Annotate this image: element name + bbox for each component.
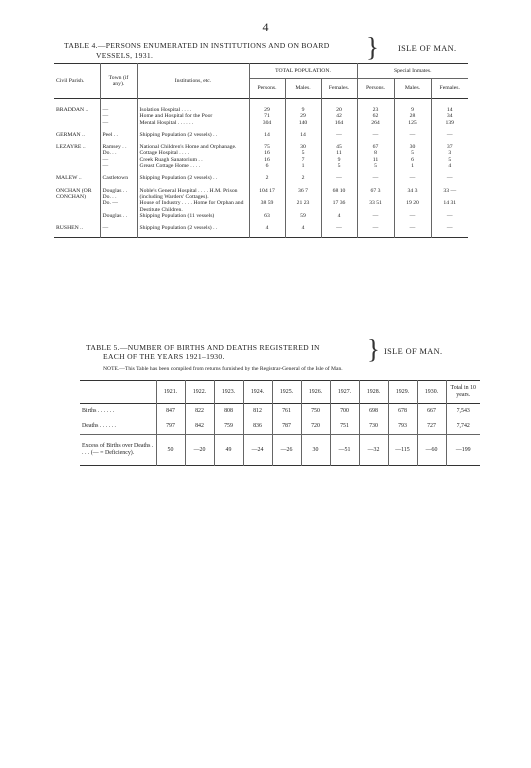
value-cell: 727 <box>417 419 446 435</box>
value-cell: —20 <box>185 435 214 466</box>
header-persons: Persons. <box>357 79 394 99</box>
cell-tf: 42 <box>321 113 357 119</box>
cell-tp: 104 17 <box>249 182 285 201</box>
cell-tf: 45 <box>321 138 357 150</box>
cell-tp: 63 <box>249 213 285 219</box>
cell-sm: 6 <box>394 157 431 163</box>
cell-sf: 33 — <box>431 182 468 201</box>
cell-sp: — <box>357 169 394 181</box>
cell-town: — <box>100 157 137 163</box>
cell-tf: 4 <box>321 213 357 219</box>
value-cell: 842 <box>185 419 214 435</box>
row-label: Births . . . . . . <box>82 408 115 414</box>
cell-tf: 164 <box>321 120 357 126</box>
cell-tp: 16 <box>249 150 285 156</box>
cell-town: — <box>100 120 137 126</box>
cell-parish: ONCHAN (OR CONCHAN) <box>56 187 92 200</box>
cell-tf: 17 36 <box>321 200 357 213</box>
value-cell: 797 <box>156 419 185 435</box>
cell-tp: 71 <box>249 113 285 119</box>
cell-town: Ramsey . . <box>100 138 137 150</box>
table-row <box>54 169 468 181</box>
header-females: Females. <box>431 79 468 99</box>
cell-sf: 34 <box>431 113 468 119</box>
cell-inst: Shipping Population (2 vessels) . . <box>137 219 249 231</box>
brace-icon: } <box>366 32 379 62</box>
total-cell: —199 <box>446 435 480 466</box>
value-cell: 787 <box>272 419 301 435</box>
cell-sm: 9 <box>394 99 431 114</box>
header-females: Females. <box>321 79 357 99</box>
cell-sp: 11 <box>357 157 394 163</box>
total-cell: 7,742 <box>446 419 480 435</box>
cell-sf: — <box>431 219 468 231</box>
year-header: 1925. <box>272 381 301 404</box>
year-header: 1921. <box>156 381 185 404</box>
value-cell: 793 <box>388 419 417 435</box>
cell-sp: — <box>357 126 394 138</box>
cell-sp: 67 <box>357 138 394 150</box>
cell-sp: 264 <box>357 120 394 126</box>
table4-title-line1: TABLE 4.—PERSONS ENUMERATED IN INSTITUTIONS AND ON BOARD <box>64 41 330 50</box>
cell-inst: Creek Ruagh Sanatorium . . <box>137 157 249 163</box>
table5-title-line1: TABLE 5.—NUMBER OF BIRTHS AND DEATHS REGISTERED IN <box>86 343 320 352</box>
cell-sf: 37 <box>431 138 468 150</box>
cell-tp: 16 <box>249 157 285 163</box>
cell-tf: — <box>321 126 357 138</box>
cell-tf: — <box>321 219 357 231</box>
total-cell: 7,543 <box>446 404 480 420</box>
cell-tp: 304 <box>249 120 285 126</box>
cell-parish: RUSHEN .. <box>56 225 84 232</box>
header-civil-parish: Civil Parish. <box>56 77 85 84</box>
cell-tp: 75 <box>249 138 285 150</box>
cell-tm: 4 <box>285 219 321 231</box>
cell-town: Douglas . . <box>100 213 137 219</box>
cell-inst: Shipping Population (11 vessels) <box>137 213 249 219</box>
year-header: 1926. <box>301 381 330 404</box>
value-cell: 700 <box>330 404 359 420</box>
cell-sm: 1 <box>394 163 431 169</box>
header-males: Males. <box>394 79 431 99</box>
table4-title-line2: VESSELS, 1931. <box>96 51 154 60</box>
cell-sf: 3 <box>431 150 468 156</box>
cell-sm: 30 <box>394 138 431 150</box>
table4-region: ISLE OF MAN. <box>398 44 457 53</box>
cell-town: — <box>100 163 137 169</box>
cell-sp: 8 <box>357 150 394 156</box>
table5-corner <box>80 381 156 404</box>
cell-tm: 9 <box>285 99 321 114</box>
table5-region: ISLE OF MAN. <box>384 347 443 356</box>
cell-tm: 5 <box>285 150 321 156</box>
table-row <box>54 99 468 114</box>
page-number: 4 <box>262 20 269 34</box>
cell-town: Douglas . . Do. . . <box>100 182 137 201</box>
year-header: 1922. <box>185 381 214 404</box>
cell-town: Do. . . <box>100 150 137 156</box>
year-header: 1929. <box>388 381 417 404</box>
table-row <box>80 404 480 420</box>
cell-sf: — <box>431 213 468 219</box>
cell-sm: 19 20 <box>394 200 431 213</box>
row-label: Deaths . . . . . . <box>82 423 117 429</box>
cell-sm: — <box>394 213 431 219</box>
cell-tf: — <box>321 169 357 181</box>
value-cell: 50 <box>156 435 185 466</box>
table-row <box>54 200 468 213</box>
header-special-inmates: Special Inmates. <box>357 64 468 79</box>
row-label: Excess of Births over Deaths . . . . (— = Deficiency). <box>82 443 154 456</box>
value-cell: 822 <box>185 404 214 420</box>
table-row <box>80 435 480 466</box>
header-persons: Persons. <box>249 79 285 99</box>
value-cell: 30 <box>301 435 330 466</box>
cell-parish: MALEW .. <box>56 175 82 182</box>
year-header: 1930. <box>417 381 446 404</box>
header-males: Males. <box>285 79 321 99</box>
value-cell: —51 <box>330 435 359 466</box>
cell-inst: National Children's Home and Orphanage. <box>137 138 249 150</box>
cell-parish: GERMAN .. <box>56 131 85 138</box>
cell-town: Peel . . <box>100 126 137 138</box>
table-row <box>54 126 468 138</box>
cell-tm: 21 23 <box>285 200 321 213</box>
year-header: 1923. <box>214 381 243 404</box>
cell-tp: 38 59 <box>249 200 285 213</box>
cell-sp: — <box>357 213 394 219</box>
cell-inst: Noble's General Hospital . . . . H.M. Prison (including Warders' Cottages). <box>137 182 249 201</box>
cell-town: — <box>100 113 137 119</box>
cell-tm: 2 <box>285 169 321 181</box>
cell-tm: 14 <box>285 126 321 138</box>
cell-sf: 14 31 <box>431 200 468 213</box>
table-row <box>54 219 468 231</box>
value-cell: 759 <box>214 419 243 435</box>
value-cell: 49 <box>214 435 243 466</box>
header-institutions: Institutions, etc. <box>137 64 249 99</box>
value-cell: —26 <box>272 435 301 466</box>
cell-inst: Greast Cottage Home . . . . <box>137 163 249 169</box>
table4 <box>54 63 468 238</box>
cell-tp: 14 <box>249 126 285 138</box>
cell-tm: 36 7 <box>285 182 321 201</box>
cell-sf: 5 <box>431 157 468 163</box>
cell-sm: — <box>394 169 431 181</box>
cell-tm: 1 <box>285 163 321 169</box>
value-cell: 847 <box>156 404 185 420</box>
cell-sm: — <box>394 126 431 138</box>
cell-inst: House of Industry . . . . Home for Orphan and Destitute Children. <box>137 200 249 213</box>
cell-tp: 29 <box>249 99 285 114</box>
cell-tp: 4 <box>249 219 285 231</box>
table-row <box>54 182 468 201</box>
cell-sm: 34 3 <box>394 182 431 201</box>
cell-inst: Shipping Population (2 vessels) . . <box>137 126 249 138</box>
header-total-population: TOTAL POPULATION. <box>249 64 357 79</box>
cell-sp: 62 <box>357 113 394 119</box>
value-cell: —24 <box>243 435 272 466</box>
cell-tp: 2 <box>249 169 285 181</box>
table-row <box>80 419 480 435</box>
value-cell: 720 <box>301 419 330 435</box>
value-cell: 698 <box>359 404 388 420</box>
cell-tm: 140 <box>285 120 321 126</box>
cell-sp: 67 3 <box>357 182 394 201</box>
cell-tm: 29 <box>285 113 321 119</box>
cell-town: Castletown <box>100 169 137 181</box>
cell-inst: Isolation Hospital . . . . <box>137 99 249 114</box>
brace-icon: } <box>367 334 380 364</box>
cell-town: Do. — <box>100 200 137 213</box>
cell-tm: 59 <box>285 213 321 219</box>
cell-sf: 14 <box>431 99 468 114</box>
year-header: 1924. <box>243 381 272 404</box>
cell-sp: 5 <box>357 163 394 169</box>
cell-sf: 4 <box>431 163 468 169</box>
value-cell: 751 <box>330 419 359 435</box>
table5-note: NOTE.—This Table has been compiled from returns furnished by the Registrar-General of the Isle of Man. <box>103 366 343 372</box>
value-cell: —60 <box>417 435 446 466</box>
value-cell: 836 <box>243 419 272 435</box>
cell-sf: — <box>431 169 468 181</box>
value-cell: 667 <box>417 404 446 420</box>
cell-tm: 7 <box>285 157 321 163</box>
total-header: Total in 10 years. <box>446 381 480 404</box>
value-cell: 678 <box>388 404 417 420</box>
cell-tf: 20 <box>321 99 357 114</box>
cell-tf: 9 <box>321 157 357 163</box>
value-cell: —32 <box>359 435 388 466</box>
value-cell: —115 <box>388 435 417 466</box>
cell-tf: 11 <box>321 150 357 156</box>
cell-parish: BRADDAN .. <box>56 107 89 113</box>
cell-inst: Home and Hospital for the Poor <box>137 113 249 119</box>
cell-sf: — <box>431 126 468 138</box>
cell-tm: 30 <box>285 138 321 150</box>
cell-parish <box>54 200 100 213</box>
year-header: 1928. <box>359 381 388 404</box>
cell-tf: 68 10 <box>321 182 357 201</box>
cell-inst: Shipping Population (2 vessels) . . <box>137 169 249 181</box>
cell-sm: 125 <box>394 120 431 126</box>
value-cell: 730 <box>359 419 388 435</box>
cell-tf: 5 <box>321 163 357 169</box>
cell-sm: — <box>394 219 431 231</box>
cell-town: — <box>100 219 137 231</box>
value-cell: 761 <box>272 404 301 420</box>
value-cell: 808 <box>214 404 243 420</box>
year-header: 1927. <box>330 381 359 404</box>
table5-title-line2: EACH OF THE YEARS 1921–1930. <box>103 352 225 361</box>
cell-sp: 23 <box>357 99 394 114</box>
cell-parish: LEZAYRE .. <box>56 144 86 151</box>
cell-sf: 139 <box>431 120 468 126</box>
cell-sm: 5 <box>394 150 431 156</box>
cell-inst: Mental Hospital . . . . . . <box>137 120 249 126</box>
cell-sp: — <box>357 219 394 231</box>
cell-town: — <box>100 99 137 114</box>
cell-inst: Cottage Hospital . . . . <box>137 150 249 156</box>
value-cell: 812 <box>243 404 272 420</box>
table-row <box>54 138 468 150</box>
value-cell: 750 <box>301 404 330 420</box>
cell-sm: 28 <box>394 113 431 119</box>
cell-tp: 6 <box>249 163 285 169</box>
header-town: Town (if any). <box>100 64 137 99</box>
cell-sp: 33 51 <box>357 200 394 213</box>
table5 <box>80 380 480 466</box>
